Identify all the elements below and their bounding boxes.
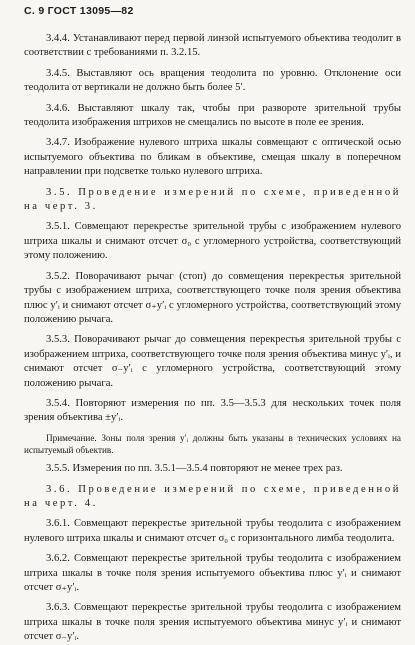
paragraph-3-4-5: 3.4.5. Выставляют ось вращения теодолита по уровню. Отклонение оси теодолита от вертикали не должно быть более 5′. xyxy=(24,67,401,94)
paragraph-3-5-5: 3.5.5. Измерения по пп. 3.5.1—3.5.4 повторяют не менее трех раз. xyxy=(46,463,343,475)
paragraph-3-5-4: 3.5.4. Повторяют измерения по пп. 3.5—3.5.3 для нескольких точек поля зрения объектива ±y′ᵢ. xyxy=(24,397,401,424)
paragraph-3-5-2: 3.5.2. Поворачивают рычаг (стоп) до совмещения перекрестья зрительной трубы с изображением штриха, соответствующего точке поля зрения объектива плюс y′ᵢ и снимают отсчет σ₊y′ᵢ с угломерного устройства, соответствующий этому положению рычага. xyxy=(24,270,401,325)
paragraph-3-4-4: 3.4.4. Устанавливают перед первой линзой испытуемого объектива теодолит в соответствии с требованиями п. 3.2.15. xyxy=(24,33,401,59)
paragraph-3-5-1: 3.5.1. Совмещают перекрестье зрительной трубы с изображением нулевого штриха шкалы и снимают отсчет σ₀ с угломерного устройства, соответствующий этому положению. xyxy=(24,221,401,262)
paragraph-3-6-1: 3.6.1. Совмещают перекрестье зрительной трубы теодолита с изображением нулевого штриха шкалы и снимают отсчет σ₀ с горизонтального лимба теодолита. xyxy=(24,518,401,544)
paragraph-3-4-6: 3.4.6. Выставляют шкалу так, чтобы при развороте зрительной трубы теодолита изображения штрихов не смещались по высоте в поле ее зрения. xyxy=(24,102,401,129)
paragraph-3-4-7: 3.4.7. Изображение нулевого штриха шкалы совмещают с оптической осью испытуемого объектива по бликам в объективе, смещая шкалу в поперечном направлении при подсветке только нулевого штриха. xyxy=(24,137,401,178)
section-heading-3-5: 3.5. Проведение измерений по схеме, приведенной на черт. 3. xyxy=(24,186,401,213)
paragraph-3-5-3: 3.5.3. Поворачивают рычаг до совмещения перекрестья зрительной трубы с изображением штриха, соответствующего точке поля зрения объектива минус y′ᵢ, и снимают отсчет σ₋y′ᵢ с угломерного устройства, соответствующий этому положению рычага. xyxy=(24,334,401,389)
paragraph-3-6-3: 3.6.3. Совмещают перекрестье зрительной трубы теодолита с изображением штриха шкалы в точке поля зрения испытуемого объектива минус y′ᵢ и снимают отсчет σ₋y′ᵢ. xyxy=(24,602,401,643)
section-heading-3-6: 3.6. Проведение измерений по схеме, приведенной на черт. 4. xyxy=(24,483,401,509)
paragraph-3-6-2: 3.6.2. Совмещают перекрестье зрительной трубы теодолита с изображением штриха шкалы в точке поля зрения испытуемого объектива плюс y′ᵢ и снимают отсчет σ₊y′ᵢ. xyxy=(24,553,401,593)
page-header: С. 9 ГОСТ 13095—82 xyxy=(24,5,134,17)
note: Примечание. Зоны поля зрения y′ᵢ должны быть указаны в технических условиях на испытуемый объектив. xyxy=(24,432,401,455)
